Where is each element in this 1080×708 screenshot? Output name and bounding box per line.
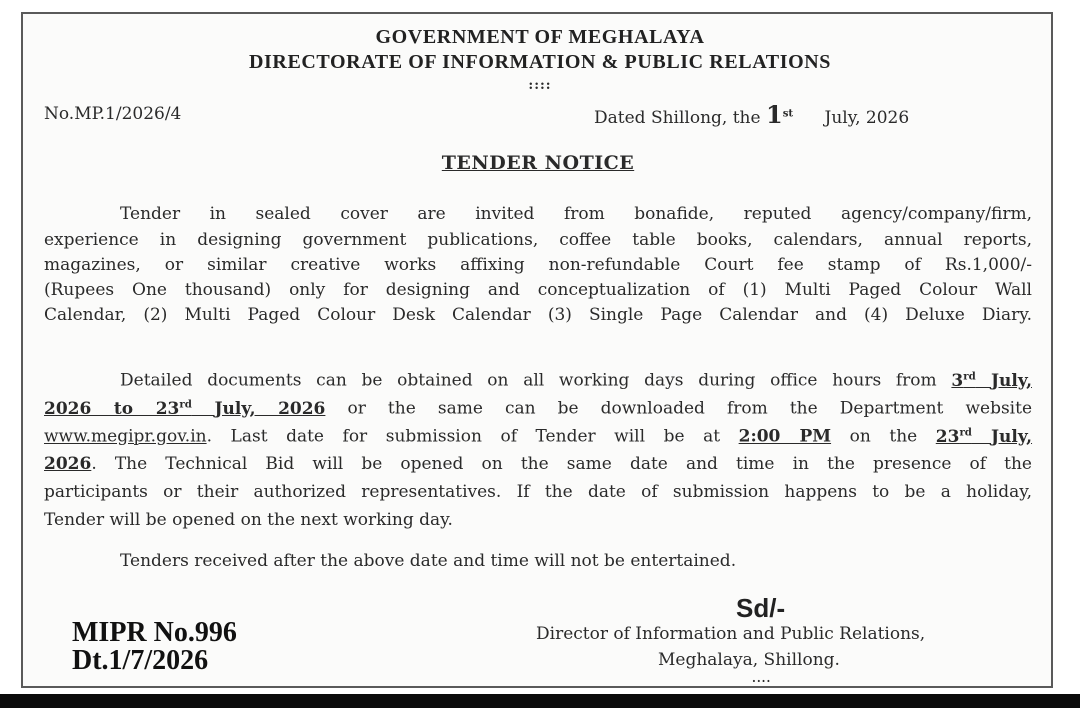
paragraph2-line: Detailed documents can be obtained on all working days during office hours from 3rd July, (120, 370, 1032, 391)
reference-number: No.MP.1/2026/4 (44, 104, 182, 124)
paragraph2-line: 2026. The Technical Bid will be opened on the same date and time in the presence of the (44, 454, 1032, 474)
dated-day-suffix: st (782, 107, 794, 120)
end-mark: .... (752, 672, 772, 685)
paragraph2-line: www.megipr.gov.in. Last date for submission of Tender will be at 2:00 PM on the 23rd July, (44, 426, 1033, 447)
mipr-number: MIPR No.996 (72, 617, 237, 648)
bottom-border-bar (0, 694, 1080, 708)
submission-time: 2:00 PM (738, 426, 832, 447)
dated-day: 1 (765, 100, 783, 129)
start-date: 3rd July, (951, 370, 1032, 391)
date-range: 2026 to 23rd July, 2026 (44, 398, 326, 419)
dated-month-year: July, 2026 (824, 108, 910, 128)
submission-year: 2026 (44, 454, 92, 474)
paragraph1-line: Calendar, (2) Multi Paged Colour Desk Calendar (3) Single Page Calendar and (4) Deluxe Diary. (44, 305, 1032, 325)
paragraph1-line: experience in designing government publications, coffee table books, calendars, annual reports, (44, 230, 1032, 250)
paragraph1-line: magazines, or similar creative works affixing non-refundable Court fee stamp of Rs.1,000/- (44, 255, 1032, 275)
department-website-link[interactable]: www.megipr.gov.in (44, 426, 207, 447)
signatory-designation: Director of Information and Public Relations, (536, 624, 926, 644)
paragraph3: Tenders received after the above date and time will not be entertained. (120, 551, 737, 571)
notice-title: TENDER NOTICE (441, 152, 635, 174)
reference-date (594, 100, 909, 129)
paragraph1-line: Tender in sealed cover are invited from bonafide, reputed agency/company/firm, (120, 204, 1032, 224)
signatory-location: Meghalaya, Shillong. (658, 650, 840, 670)
dated-prefix: Dated Shillong, the (594, 108, 761, 128)
paragraph2-line: participants or their authorized representatives. If the date of submission happens to be a holiday, (44, 482, 1032, 502)
paragraph2-line: Tender will be opened on the next working day. (44, 510, 453, 530)
header-separator: :::: (528, 78, 552, 93)
paragraph1-line: (Rupees One thousand) only for designing and conceptualization of (1) Multi Paged Colour Wall (44, 280, 1032, 300)
signature: Sd/- (736, 593, 786, 623)
mipr-date: Dt.1/7/2026 (72, 645, 209, 676)
submission-date: 23rd July, (935, 426, 1033, 447)
paragraph2-line: 2026 to 23rd July, 2026 or the same can be downloaded from the Department website (44, 398, 1033, 419)
header-government: GOVERNMENT OF MEGHALAYA (375, 26, 705, 48)
header-directorate: DIRECTORATE OF INFORMATION & PUBLIC RELATIONS (248, 51, 832, 73)
